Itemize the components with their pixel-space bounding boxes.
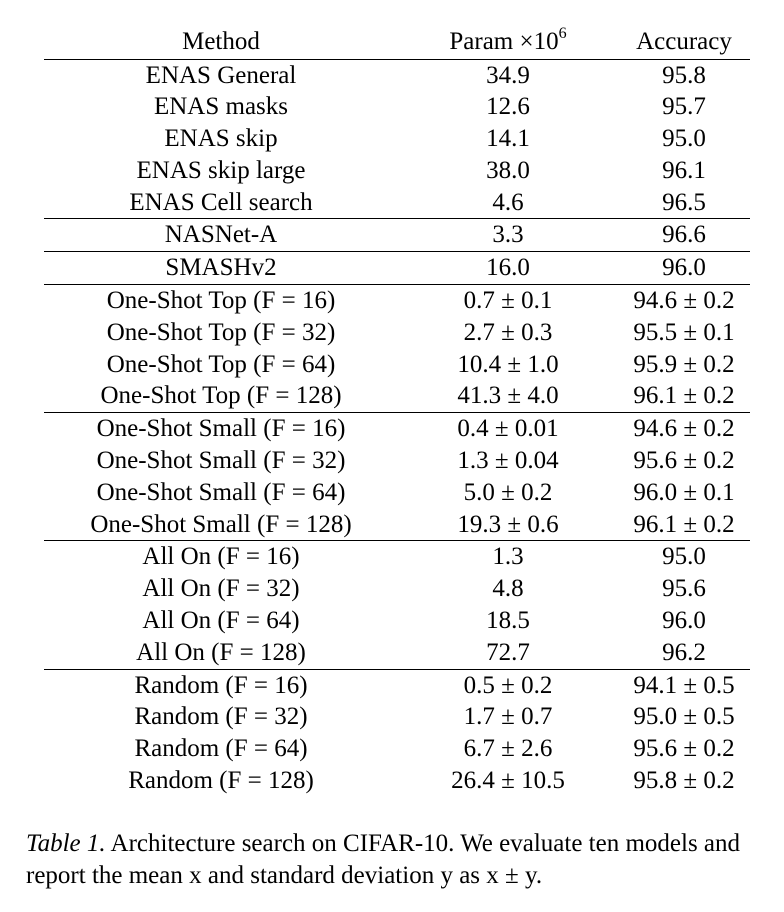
cell-accuracy: 96.0	[662, 607, 706, 635]
cell-method: Random (F = 16)	[44, 669, 398, 701]
header-param-exponent: 6	[558, 24, 567, 42]
cell-param: 10.4 ± 1.0	[457, 350, 559, 378]
cell-method: NASNet-A	[44, 219, 398, 252]
cell-accuracy: 95.0	[662, 125, 706, 153]
table-body	[44, 59, 750, 797]
cell-method: ENAS General	[145, 61, 297, 89]
cell-param: 4.6	[492, 188, 524, 216]
cell-accuracy: 94.6 ± 0.2	[618, 413, 750, 445]
cell-param: 1.3 ± 0.04	[457, 447, 559, 475]
cell-accuracy: 95.6 ± 0.2	[633, 735, 735, 763]
cell-param: 1.3	[398, 541, 618, 573]
table-row	[44, 123, 750, 155]
cell-param: 6.7 ± 2.6	[463, 735, 553, 763]
table-row	[44, 477, 750, 509]
table-row	[44, 445, 750, 477]
table-row	[44, 187, 750, 219]
cell-accuracy: 95.7	[662, 93, 706, 121]
cell-method: ENAS skip large	[136, 156, 306, 184]
cell-accuracy: 96.1 ± 0.2	[633, 510, 735, 538]
table-row	[44, 541, 750, 573]
cell-method: Random (F = 128)	[128, 767, 314, 795]
table-row	[44, 701, 750, 733]
table-row	[44, 605, 750, 637]
cell-method: ENAS Cell search	[129, 188, 313, 216]
cell-param: 38.0	[486, 156, 530, 184]
cell-accuracy: 96.2	[662, 638, 706, 666]
cell-param: 0.4 ± 0.01	[398, 413, 618, 445]
cell-param: 26.4 ± 10.5	[451, 767, 565, 795]
table-row	[44, 733, 750, 765]
header-param	[398, 24, 618, 59]
cell-method: All On (F = 128)	[136, 638, 306, 666]
cell-param: 41.3 ± 4.0	[457, 382, 559, 410]
cell-accuracy: 95.8	[662, 61, 706, 89]
cell-accuracy: 96.1 ± 0.2	[633, 382, 735, 410]
cell-method: SMASHv2	[44, 252, 398, 285]
cell-method: ENAS skip	[164, 125, 278, 153]
cell-param: 4.8	[492, 575, 524, 603]
cell-accuracy: 96.1	[662, 156, 706, 184]
cell-param: 72.7	[486, 638, 530, 666]
cell-accuracy: 96.0 ± 0.1	[633, 478, 735, 506]
cell-method: One-Shot Small (F = 128)	[90, 510, 352, 538]
header-row	[44, 24, 750, 59]
table-row	[44, 317, 750, 349]
cell-method: One-Shot Top (F = 128)	[100, 382, 342, 410]
table-row	[44, 219, 750, 252]
cell-param: 34.9	[486, 61, 530, 89]
cell-method: Random (F = 32)	[134, 703, 308, 731]
cell-method: One-Shot Top (F = 64)	[106, 350, 336, 378]
cell-accuracy: 95.5 ± 0.1	[633, 318, 735, 346]
table-row	[44, 349, 750, 381]
cell-param: 0.5 ± 0.2	[398, 669, 618, 701]
cell-accuracy: 96.0	[618, 252, 750, 285]
cell-method: One-Shot Small (F = 32)	[96, 447, 346, 475]
cell-accuracy: 95.0 ± 0.5	[633, 703, 735, 731]
cell-param: 3.3	[398, 219, 618, 252]
cell-method: Random (F = 64)	[134, 735, 308, 763]
table-row	[44, 155, 750, 187]
cell-method: One-Shot Small (F = 64)	[96, 478, 346, 506]
table-header	[44, 24, 750, 59]
header-method: Method	[44, 24, 398, 59]
table-row	[44, 509, 750, 541]
cell-accuracy: 96.5	[662, 188, 706, 216]
caption-text: Architecture search on CIFAR-10. We evaluate ten models and report the mean x and standard deviation y as x ± y.	[26, 830, 741, 889]
table-row	[44, 413, 750, 445]
cell-accuracy: 94.1 ± 0.5	[618, 669, 750, 701]
cell-accuracy: 95.0	[618, 541, 750, 573]
header-accuracy: Accuracy	[618, 24, 750, 59]
table-row	[44, 573, 750, 605]
cell-accuracy: 96.6	[618, 219, 750, 252]
header-param-label: Param ×10	[449, 27, 559, 55]
caption-label: Table 1.	[26, 830, 106, 857]
table-row	[44, 637, 750, 669]
cell-param: 14.1	[486, 125, 530, 153]
results-table	[44, 24, 750, 797]
table-caption	[26, 828, 778, 892]
cell-method: One-Shot Top (F = 16)	[44, 285, 398, 317]
cell-param: 19.3 ± 0.6	[457, 510, 559, 538]
cell-method: One-Shot Top (F = 32)	[106, 318, 336, 346]
cell-param: 12.6	[486, 93, 530, 121]
cell-method: ENAS masks	[153, 93, 289, 121]
cell-accuracy: 95.6 ± 0.2	[633, 447, 735, 475]
cell-method: All On (F = 64)	[142, 607, 300, 635]
cell-method: One-Shot Small (F = 16)	[44, 413, 398, 445]
table-row	[44, 285, 750, 317]
table-row	[44, 380, 750, 412]
cell-param: 0.7 ± 0.1	[398, 285, 618, 317]
table-row	[44, 669, 750, 701]
table-row	[44, 91, 750, 123]
cell-accuracy: 95.6	[662, 575, 706, 603]
cell-param: 5.0 ± 0.2	[463, 478, 553, 506]
table-row	[44, 59, 750, 91]
table-row	[44, 765, 750, 797]
cell-accuracy: 94.6 ± 0.2	[618, 285, 750, 317]
cell-param: 1.7 ± 0.7	[463, 703, 553, 731]
cell-method: All On (F = 32)	[142, 575, 300, 603]
cell-accuracy: 95.9 ± 0.2	[633, 350, 735, 378]
cell-method: All On (F = 16)	[44, 541, 398, 573]
cell-param: 2.7 ± 0.3	[463, 318, 553, 346]
cell-accuracy: 95.8 ± 0.2	[633, 767, 735, 795]
table-row	[44, 252, 750, 285]
cell-param: 16.0	[398, 252, 618, 285]
results-table-container	[44, 24, 750, 797]
cell-param: 18.5	[486, 607, 530, 635]
